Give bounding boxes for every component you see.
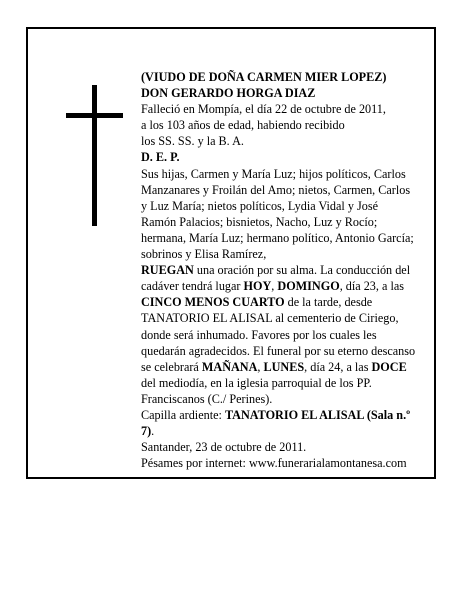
cross-icon: [92, 85, 97, 226]
capilla-line: [141, 407, 456, 423]
celebrara-text: se celebrará: [141, 359, 202, 374]
funeral-line: [141, 359, 456, 375]
capilla-end: .: [151, 424, 155, 439]
widower-line: (VIUDO DE DOÑA CARMEN MIER LOPEZ): [141, 70, 387, 84]
death-line: [141, 133, 456, 149]
manana-word: MAÑANA: [201, 359, 258, 374]
capilla-line-2: [141, 423, 456, 439]
day24-text: , día 24, a las: [304, 359, 372, 374]
inhumado-line: donde será inhumado. Favores por los cuales les: [141, 327, 377, 342]
cinco-menos-cuarto: CINCO MENOS CUARTO: [141, 295, 285, 310]
family-line: hermana, María Luz; hermano político, Antonio García;: [141, 230, 414, 245]
family-line: y Luz María; nietos políticos, Lydia Vidal y José: [141, 198, 378, 213]
quedaran-line: quedarán agradecidos. El funeral por su eterno descanso: [141, 343, 416, 358]
cross-icon-bar: [66, 113, 123, 118]
mediodia-line: del mediodía, en la iglesia parroquial de los PP.: [141, 375, 372, 390]
family-line: Ramón Palacios; bisnietos, Nacho, Luz y Rocío;: [141, 214, 378, 229]
comma: ,: [257, 359, 264, 374]
ruegan-rest: una oración por su alma. La conducción del: [193, 263, 411, 278]
death-text-1: Falleció en Mompía, el día 22 de octubre de 2011,: [141, 102, 386, 117]
cadaver-text: cadáver tendrá lugar: [141, 279, 244, 294]
comma: ,: [271, 279, 278, 294]
death-line: [141, 117, 456, 133]
family-line: Sus hijas, Carmen y María Luz; hijos políticos, Carlos: [141, 166, 406, 181]
franciscanos-line: Franciscanos (C./ Perines).: [141, 391, 273, 406]
death-text-3: los SS. SS. y la B. A.: [141, 134, 244, 149]
dep-line: D. E. P.: [141, 150, 180, 165]
tarde-text: de la tarde, desde: [284, 295, 373, 310]
obituary-text: [141, 69, 456, 471]
obituary-frame: [26, 27, 436, 479]
request-line: [141, 262, 456, 278]
doce-word: DOCE: [371, 359, 407, 374]
domingo-word: DOMINGO: [277, 279, 340, 294]
hoy-word: HOY: [243, 279, 272, 294]
capilla-room: 7): [141, 424, 152, 439]
lunes-word: LUNES: [263, 359, 305, 374]
capilla-label: Capilla ardiente:: [141, 407, 225, 422]
capilla-place: TANATORIO EL ALISAL (Sala n.º: [224, 407, 411, 422]
ruegan-word: RUEGAN: [141, 263, 194, 278]
time-line: [141, 294, 456, 310]
condolences-web: Pésames por internet: www.funerarialamontanesa.com: [141, 456, 407, 471]
conduction-line: [141, 278, 456, 294]
day23-text: , día 23, a las: [339, 279, 404, 294]
death-text-2: a los 103 años de edad, habiendo recibido: [141, 118, 345, 133]
death-line: [141, 101, 456, 117]
family-line: Manzanares y Froilán del Amo; nietos, Carmen, Carlos: [141, 182, 411, 197]
tanatorio-line: TANATORIO EL ALISAL al cementerio de Ciriego,: [141, 311, 399, 326]
family-line: sobrinos y Elisa Ramírez,: [141, 247, 267, 262]
deceased-name: DON GERARDO HORGA DIAZ: [141, 86, 316, 101]
place-date: Santander, 23 de octubre de 2011.: [141, 440, 307, 455]
